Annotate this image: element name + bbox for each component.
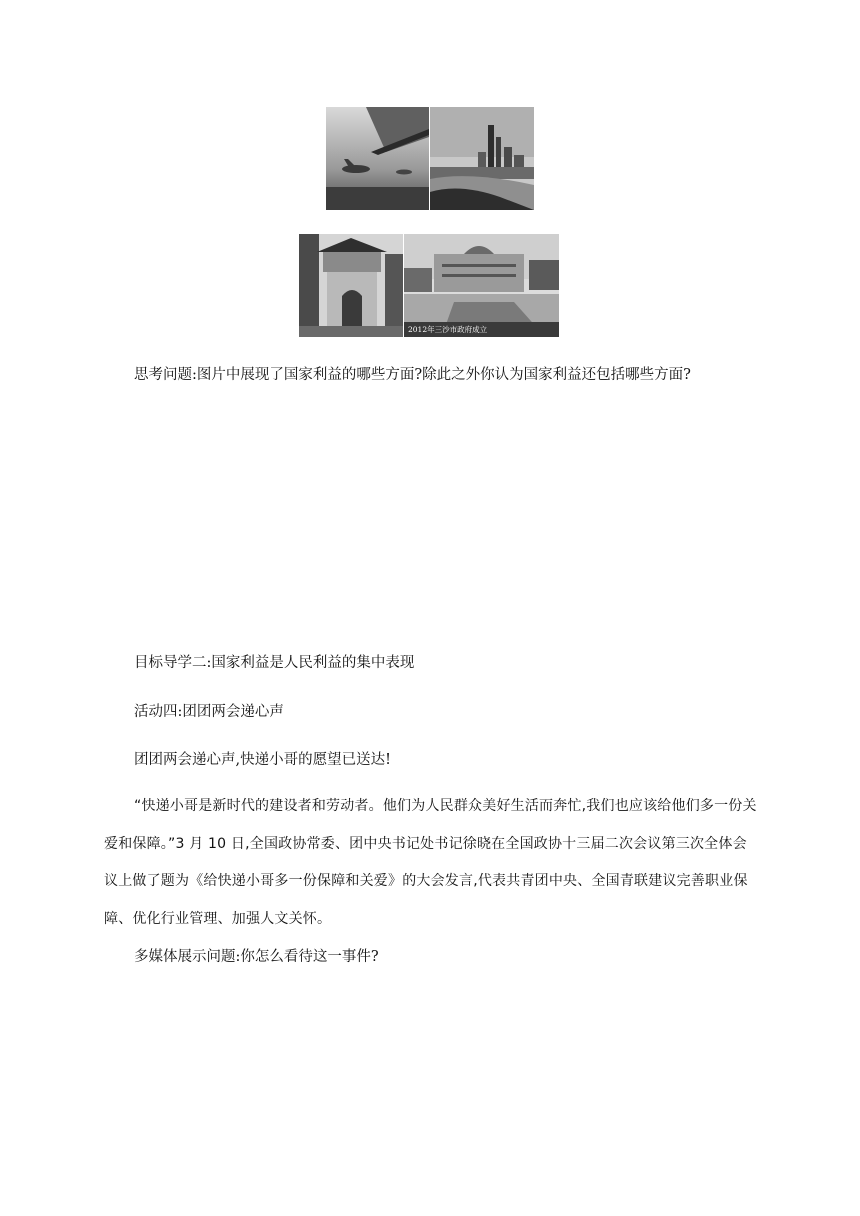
question-1: 思考问题:图片中展现了国家利益的哪些方面?除此之外你认为国家利益还包括哪些方面? (134, 367, 691, 383)
news-quote: “快递小哥是新时代的建设者和劳动者。他们为人民群众美好生活而奔忙,我们也应该给他们多一份关爱和保障。”3 月 10 日,全国政协常委、团中央书记处书记徐晓在全国政协十三届二次会议第三次全体会议上做了题为《给快递小哥多一份保障和关爱》的大会发言,代表共青团中央、全国青联建议完善职业保障、优化行业管理、加强人文关怀。 (104, 798, 757, 927)
city-skyline-photo (430, 107, 534, 210)
photo-caption: 2012年三沙市政府成立 (408, 325, 488, 334)
news-headline: 团团两会递心声,快递小哥的愿望已送达! (134, 752, 391, 768)
sansha-government-photo (404, 234, 559, 337)
goal-2-heading: 目标导学二:国家利益是人民利益的集中表现 (134, 655, 415, 671)
airplane-photo (326, 107, 429, 210)
question-2: 多媒体展示问题:你怎么看待这一事件? (134, 949, 379, 965)
memorial-gate-photo (299, 234, 403, 337)
activity-4-heading: 活动四:团团两会递心声 (134, 704, 284, 720)
